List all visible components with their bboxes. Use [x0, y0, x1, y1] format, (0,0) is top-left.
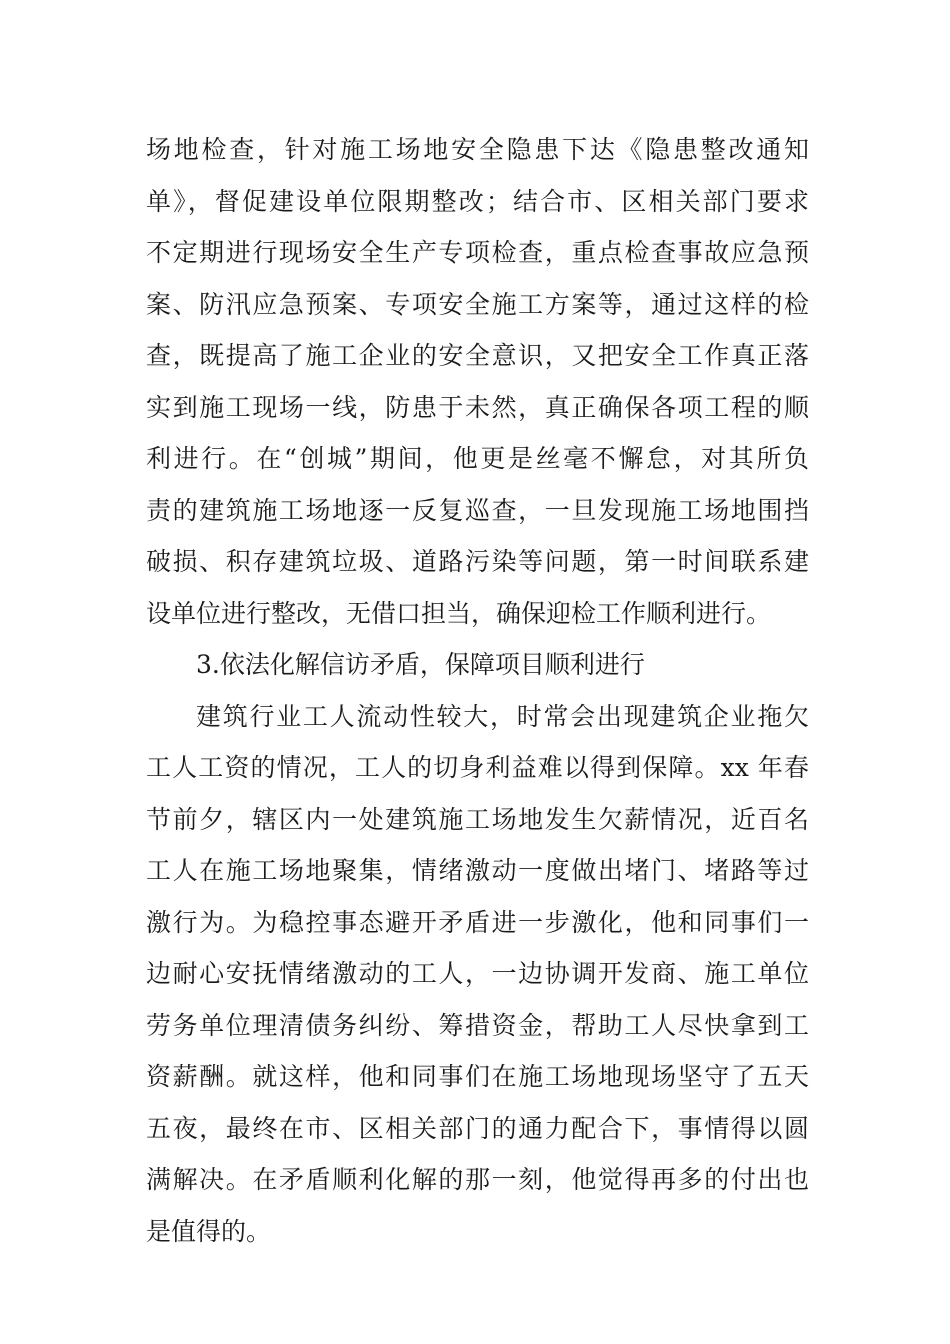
text-line: 责的建筑施工场地逐一反复巡查，一旦发现施工场地围挡	[146, 495, 809, 525]
text-line: 五夜，最终在市、区相关部门的通力配合下，事情得以圆	[146, 1113, 809, 1143]
text-line: 不定期进行现场安全生产专项检查，重点检查事故应急预	[146, 238, 809, 267]
text-line: 破损、积存建筑垃圾、道路污染等问题，第一时间联系建	[146, 547, 809, 576]
paragraph-site-inspection	[146, 124, 809, 639]
paragraph-wage-dispute	[146, 691, 809, 1258]
text-line: 工人工资的情况，工人的切身利益难以得到保障。xx 年春	[146, 753, 809, 782]
text-line: 单》，督促建设单位限期整改；结合市、区相关部门要求	[146, 186, 809, 216]
section-heading: 3.依法化解信访矛盾，保障项目顺利进行	[196, 650, 645, 679]
text-line: 是值得的。	[146, 1216, 272, 1246]
document-body	[146, 124, 809, 1257]
text-line: 设单位进行整改，无借口担当，确保迎检工作顺利进行。	[146, 598, 772, 628]
text-line: 场地检查，针对施工场地安全隐患下达《隐患整改通知	[146, 135, 809, 164]
text-line: 建筑行业工人流动性较大，时常会出现建筑企业拖欠	[196, 701, 809, 731]
text-line: 满解决。在矛盾顺利化解的那一刻，他觉得再多的付出也	[146, 1165, 809, 1194]
text-line: 激行为。为稳控事态避开矛盾进一步激化，他和同事们一	[146, 907, 809, 937]
text-line: 利进行。在“创城”期间，他更是丝毫不懈怠，对其所负	[146, 444, 809, 473]
text-line: 边耐心安抚情绪激动的工人，一边协调开发商、施工单位	[146, 959, 809, 988]
text-line: 查，既提高了施工企业的安全意识，又把安全工作真正落	[146, 341, 809, 370]
text-line: 劳务单位理清债务纠纷、筹措资金，帮助工人尽快拿到工	[146, 1010, 809, 1040]
text-line: 实到施工现场一线，防患于未然，真正确保各项工程的顺	[146, 392, 809, 422]
text-line: 节前夕，辖区内一处建筑施工场地发生欠薪情况，近百名	[146, 804, 809, 834]
text-line: 资薪酬。就这样，他和同事们在施工场地现场坚守了五天	[146, 1062, 809, 1091]
text-line: 案、防汛应急预案、专项安全施工方案等，通过这样的检	[146, 289, 809, 319]
text-line: 工人在施工场地聚集，情绪激动一度做出堵门、堵路等过	[146, 856, 809, 885]
